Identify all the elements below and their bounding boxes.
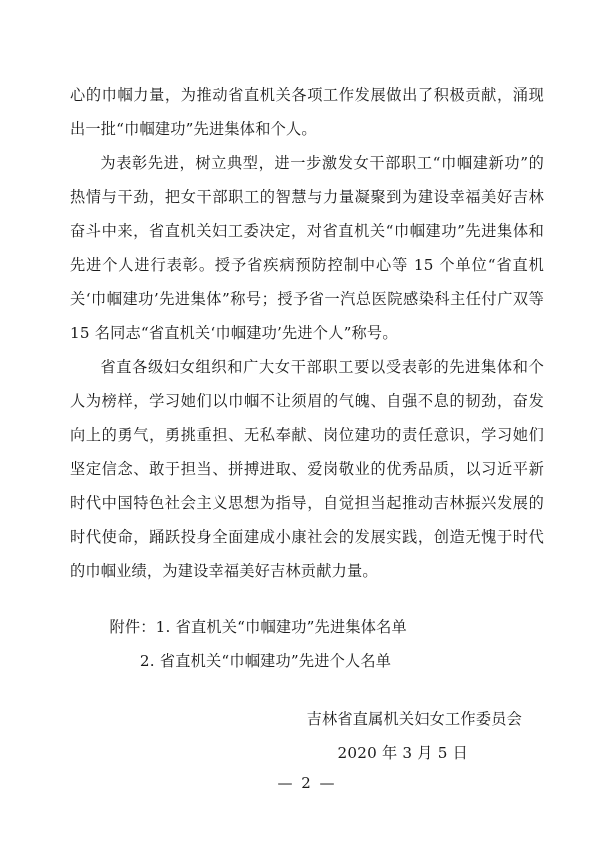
signature-organization: 吉林省直属机关妇女工作委员会: [306, 710, 522, 728]
paragraph-call-to-action: 省直各级妇女组织和广大女干部职工要以受表彰的先进集体和个人为榜样，学习她们以巾帼不让须眉的气魄、自强不息的韧劲，奋发向上的勇气，勇挑重担、无私奉献、岗位建功的责任意识，学习她们坚定信念、敢于担当、拼搏进取、爱岗敬业的优秀品质，以习近平新时代中国特色社会主义思想为指导，自觉担当起推动吉林振兴发展的时代使命，踊跃投身全面建成小康社会的发展实践，创造无愧于时代的巾帼业绩，为建设幸福美好吉林贡献力量。: [70, 358, 544, 580]
page-number: — 2 —: [277, 774, 337, 792]
attachment-list: [70, 610, 544, 678]
attachment-item-2: 2. 省直机关“巾帼建功”先进个人名单: [139, 652, 392, 670]
paragraph-continued: 心的巾帼力量，为推动省直机关各项工作发展做出了积极贡献，涌现出一批“巾帼建功”先进集体和个人。: [70, 86, 544, 138]
attachment-item-1: 附件：1. 省直机关“巾帼建功”先进集体名单: [109, 618, 407, 636]
paragraph-commendation: 为表彰先进，树立典型，进一步激发女干部职工“巾帼建新功”的热情与干劲，把女干部职工的智慧与力量凝聚到为建设幸福美好吉林奋斗中来，省直机关妇工委决定，对省直机关“巾帼建功”先进集体和先进个人进行表彰。授予省疾病预防控制中心等 15 个单位“省直机关‘巾帼建功’先进集体”称号；授予省一汽总医院感染科主任付广双等 15 名同志“省直机关‘巾帼建功’先进个人”称号。: [70, 154, 544, 342]
signature-date: 2020 年 3 月 5 日: [337, 744, 468, 762]
document-body: [70, 78, 544, 770]
signature-block: [70, 702, 544, 770]
